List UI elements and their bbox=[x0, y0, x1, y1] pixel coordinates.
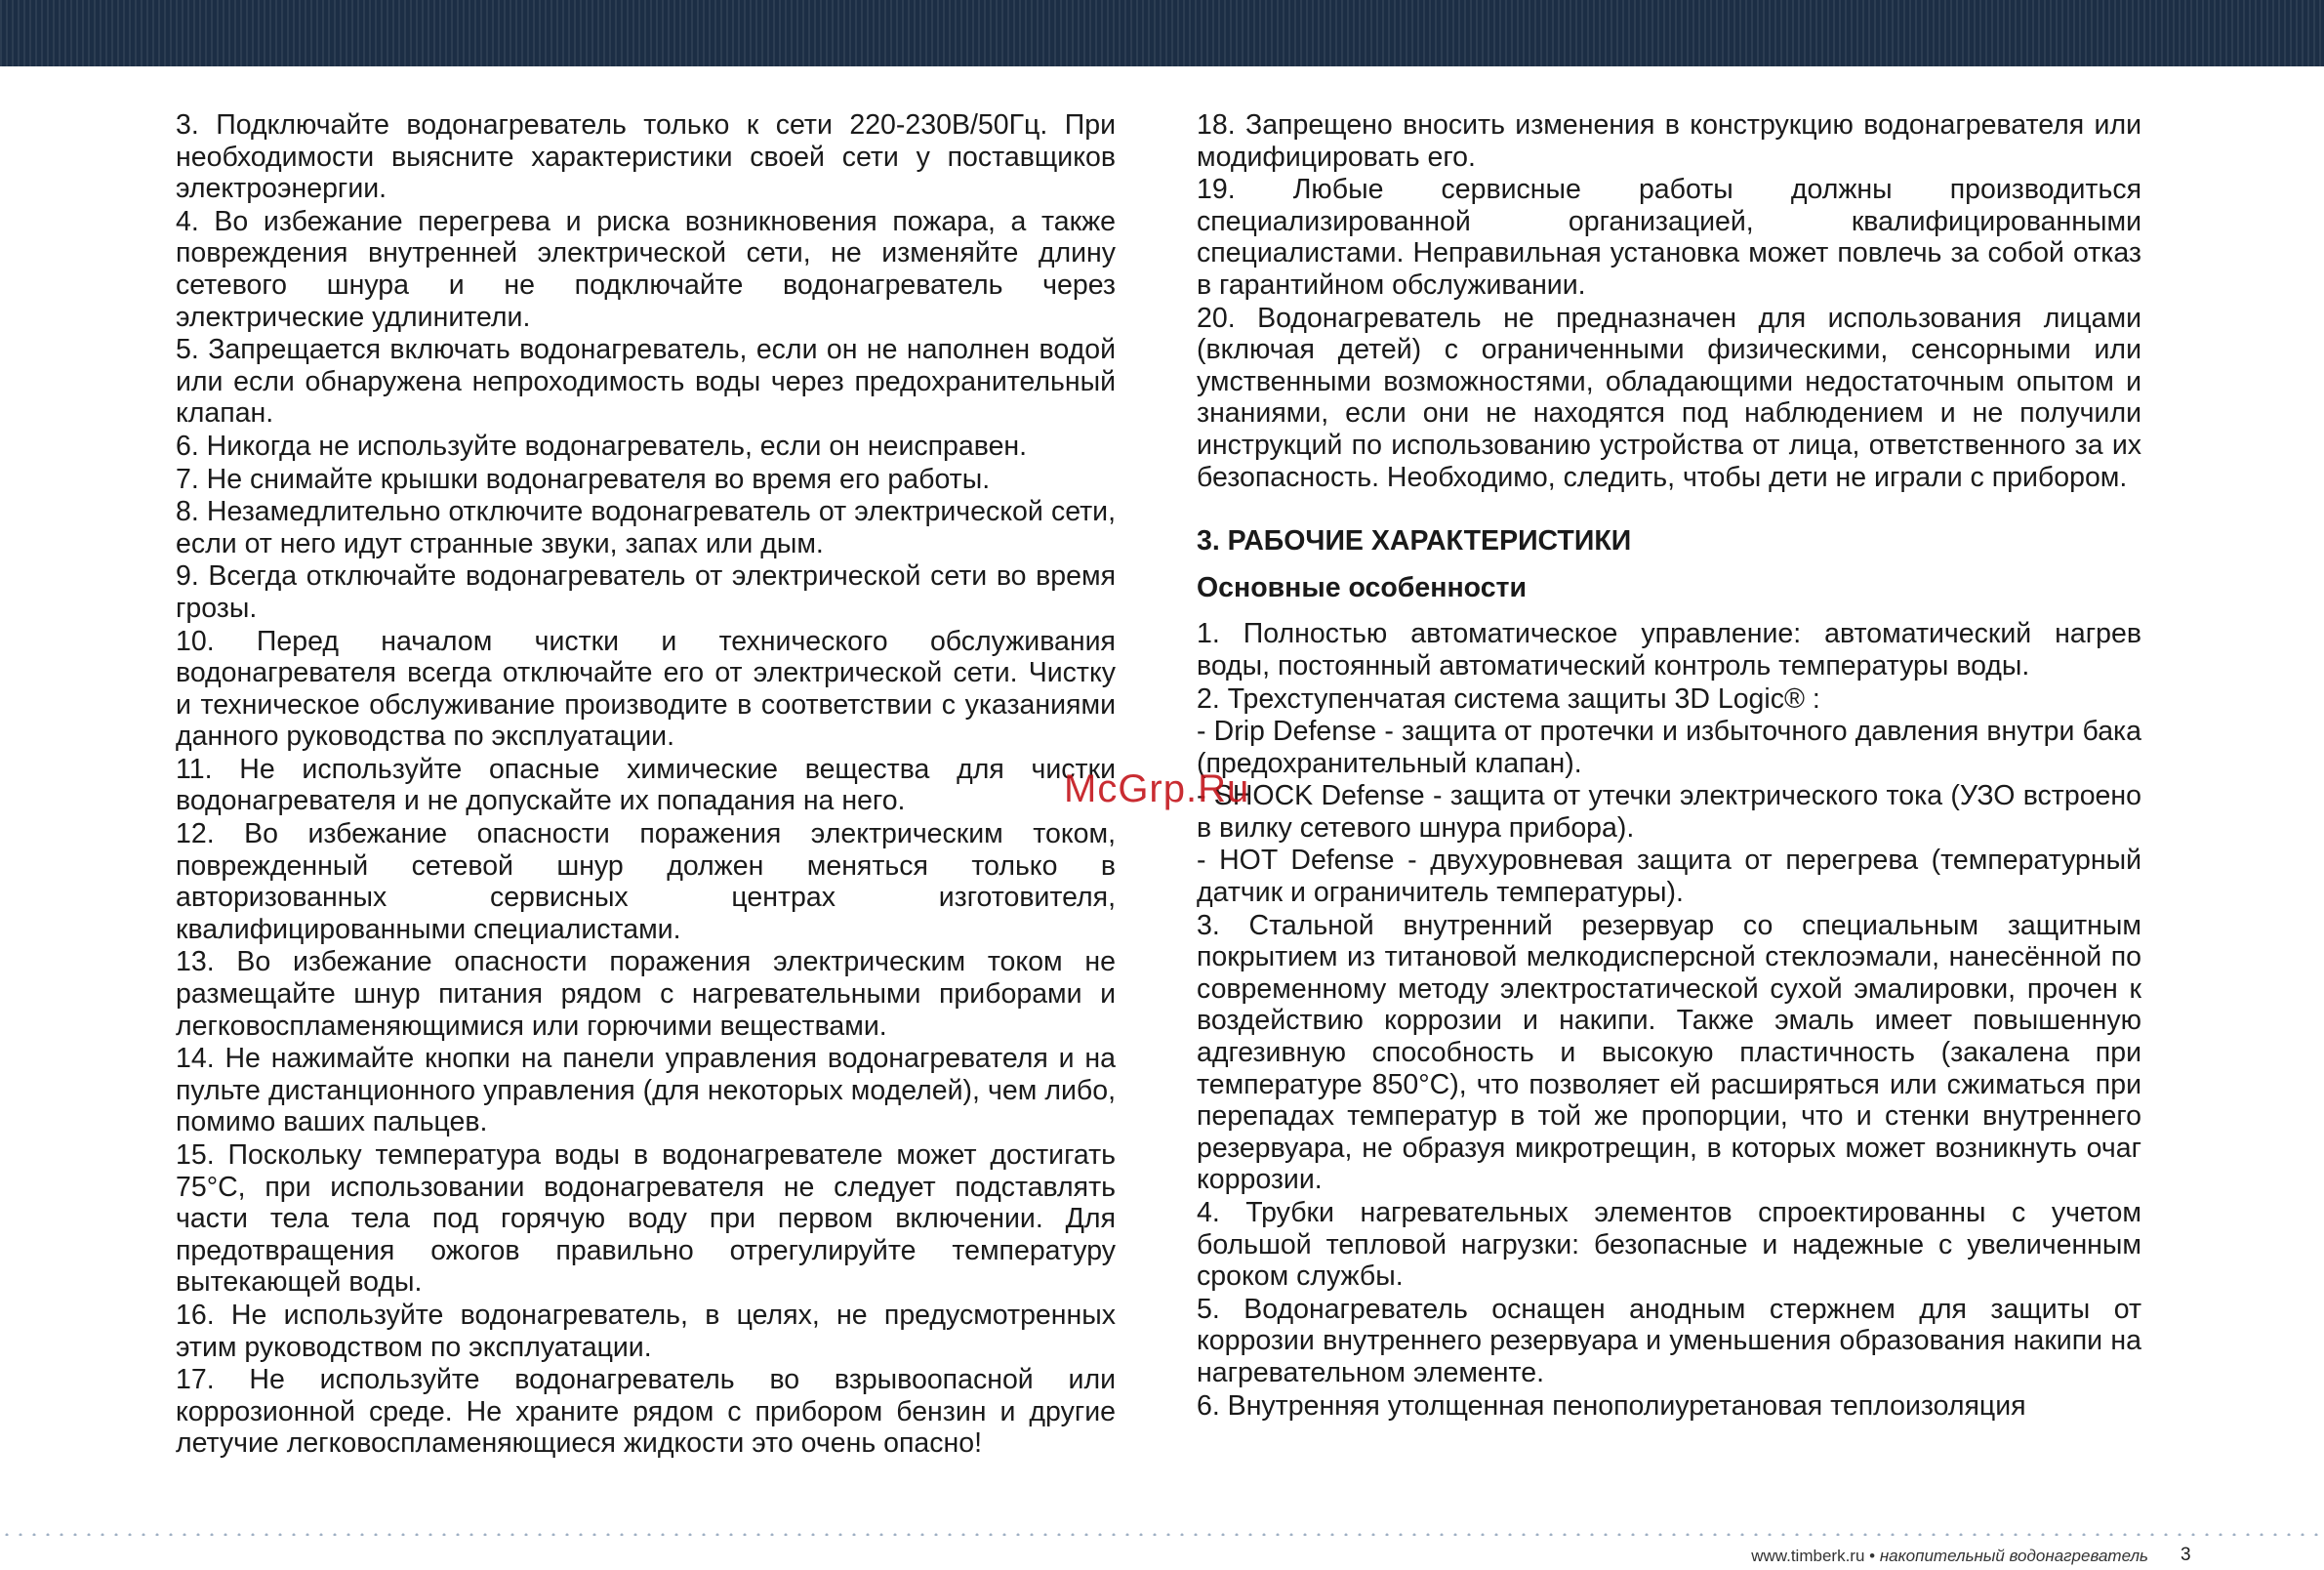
section-title: 3. РАБОЧИЕ ХАРАКТЕРИСТИКИ bbox=[1197, 525, 1632, 558]
dotted-divider bbox=[0, 1533, 2324, 1536]
footer-title: накопительный водонагреватель bbox=[1879, 1547, 2148, 1565]
feature-hot-defense: - HOT Defense - двухуровневая защита от перегрева (температурный датчик и ограничитель температуры). bbox=[1197, 845, 2141, 909]
feature-2: 2. Трехступенчатая система защиты 3D Logic® : bbox=[1197, 682, 1820, 715]
subsection-title: Основные особенности bbox=[1197, 571, 1528, 603]
watermark-logo: McGrp.Ru bbox=[1064, 767, 1250, 810]
right-column bbox=[1197, 109, 2141, 1423]
paragraph-14: 14. Не нажимайте кнопки на панели управления водонагревателя и на пульте дистанционного управления (для некоторых моделей), чем либо, помимо ваших пальцев. bbox=[176, 1043, 1116, 1138]
spacer bbox=[1197, 558, 2141, 572]
feature-shock-defense: - SHOCK Defense - защита от утечки электрического тока (УЗО встроено в вилку сетевого шнура прибора). bbox=[1197, 780, 2141, 844]
feature-5: 5. Водонагреватель оснащен анодным стержнем для защиты от коррозии внутреннего резервуара и уменьшения образования накипи на нагревательном элементе. bbox=[1197, 1293, 2141, 1388]
feature-drip-defense: - Drip Defense - защита от протечки и избыточного давления внутри бака (предохранительный клапан). bbox=[1197, 716, 2141, 779]
paragraph-15: 15. Поскольку температура воды в водонагревателе может достигать 75°С, при использовании водонагревателя не следует подставлять части тела тела под горячую воду при первом включении. Для предотвращения ожогов правильно отрегулируйте температуру вытекающей воды. bbox=[176, 1139, 1116, 1299]
page-footer bbox=[1751, 1547, 2148, 1566]
footer-site: www.timberk.ru bbox=[1751, 1547, 1865, 1565]
paragraph-10: 10. Перед началом чистки и технического обслуживания водонагревателя всегда отключайте его от электрической сети. Чистку и техническое обслуживание производите в соответствии с указаниями данного руководства по эксплуатации. bbox=[176, 625, 1116, 753]
paragraph-6: 6. Никогда не используйте водонагреватель, если он неисправен. bbox=[176, 430, 1028, 462]
paragraph-19: 19. Любые сервисные работы должны производиться специализированной организацией, квалифицированными специалистами. Неправильная установка может повлечь за собой отказ в гарантийном обслуживании. bbox=[1197, 174, 2141, 301]
feature-4: 4. Трубки нагревательных элементов спроектированны с учетом большой тепловой нагрузки: безопасные и надежные с увеличенным сроком службы. bbox=[1197, 1197, 2141, 1293]
header-bar bbox=[0, 0, 2324, 66]
footer-separator: • bbox=[1869, 1547, 1876, 1565]
paragraph-3: 3. Подключайте водонагреватель только к сети 220-230В/50Гц. При необходимости выясните характеристики своей сети у поставщиков электроэнергии. bbox=[176, 109, 1116, 205]
paragraph-20: 20. Водонагреватель не предназначен для использования лицами (включая детей) с ограниченными физическими, сенсорными или умственными возможностями, обладающими недостаточным опытом и знаниями, если они не находятся под наблюдением и не получили инструкций по использованию устройства от лица, ответственного за их безопасность. Необходимо, следить, чтобы дети не играли с прибором. bbox=[1197, 302, 2141, 493]
paragraph-7: 7. Не снимайте крышки водонагревателя во время его работы. bbox=[176, 463, 991, 495]
paragraph-13: 13. Во избежание опасности поражения электрическим током не размещайте шнур питания рядом с нагревательными приборами и легковоспламеняющимися или горючими веществами. bbox=[176, 946, 1116, 1042]
paragraph-18: 18. Запрещено вносить изменения в конструкцию водонагревателя или модифицировать его. bbox=[1197, 109, 2141, 173]
feature-6: 6. Внутренняя утолщенная пенополиуретановая теплоизоляция bbox=[1197, 1389, 2026, 1422]
feature-3: 3. Стальной внутренний резервуар со специальным защитным покрытием из титановой мелкодисперсной стеклоэмали, нанесённой по современному методу электростатической сухой эмалировки, прочен к воздействию коррозии и накипи. Также эмаль имеет повышенную адгезивную способность и высокую пластичность (закалена при температуре 850°С), что позволяет ей расширяться или сжиматься при перепадах температур в той же пропорции, что и стенки внутреннего резервуара, не образуя микротрещин, в которых может возникнуть очаг коррозии. bbox=[1197, 909, 2141, 1196]
paragraph-12: 12. Во избежание опасности поражения электрическим током, поврежденный сетевой шнур должен меняться только в авторизованных сервисных центрах изготовителя, квалифицированными специалистами. bbox=[176, 818, 1116, 945]
paragraph-4: 4. Во избежание перегрева и риска возникновения пожара, а также повреждения внутренней электрической сети, не изменяйте длину сетевого шнура и не подключайте водонагреватель через электрические удлинители. bbox=[176, 205, 1116, 333]
feature-1: 1. Полностью автоматическое управление: автоматический нагрев воды, постоянный автоматический контроль температуры воды. bbox=[1197, 618, 2141, 682]
spacer bbox=[1197, 494, 2141, 525]
paragraph-11: 11. Не используйте опасные химические вещества для чистки водонагревателя и не допускайте их попадания на него. bbox=[176, 753, 1116, 817]
page-number: 3 bbox=[2181, 1545, 2191, 1565]
paragraph-8: 8. Незамедлительно отключите водонагреватель от электрической сети, если от него идут странные звуки, запах или дым. bbox=[176, 496, 1116, 559]
paragraph-16: 16. Не используйте водонагреватель, в целях, не предусмотренных этим руководством по эксплуатации. bbox=[176, 1299, 1116, 1363]
left-column bbox=[176, 109, 1116, 1461]
paragraph-17: 17. Не используйте водонагреватель во взрывоопасной или коррозионной среде. Не храните рядом с прибором бензин и другие летучие легковоспламеняющиеся жидкости это очень опасно! bbox=[176, 1364, 1116, 1460]
paragraph-5: 5. Запрещается включать водонагреватель, если он не наполнен водой или если обнаружена непроходимость воды через предохранительный клапан. bbox=[176, 334, 1116, 430]
paragraph-9: 9. Всегда отключайте водонагреватель от электрической сети во время грозы. bbox=[176, 560, 1116, 624]
spacer bbox=[1197, 604, 2141, 618]
